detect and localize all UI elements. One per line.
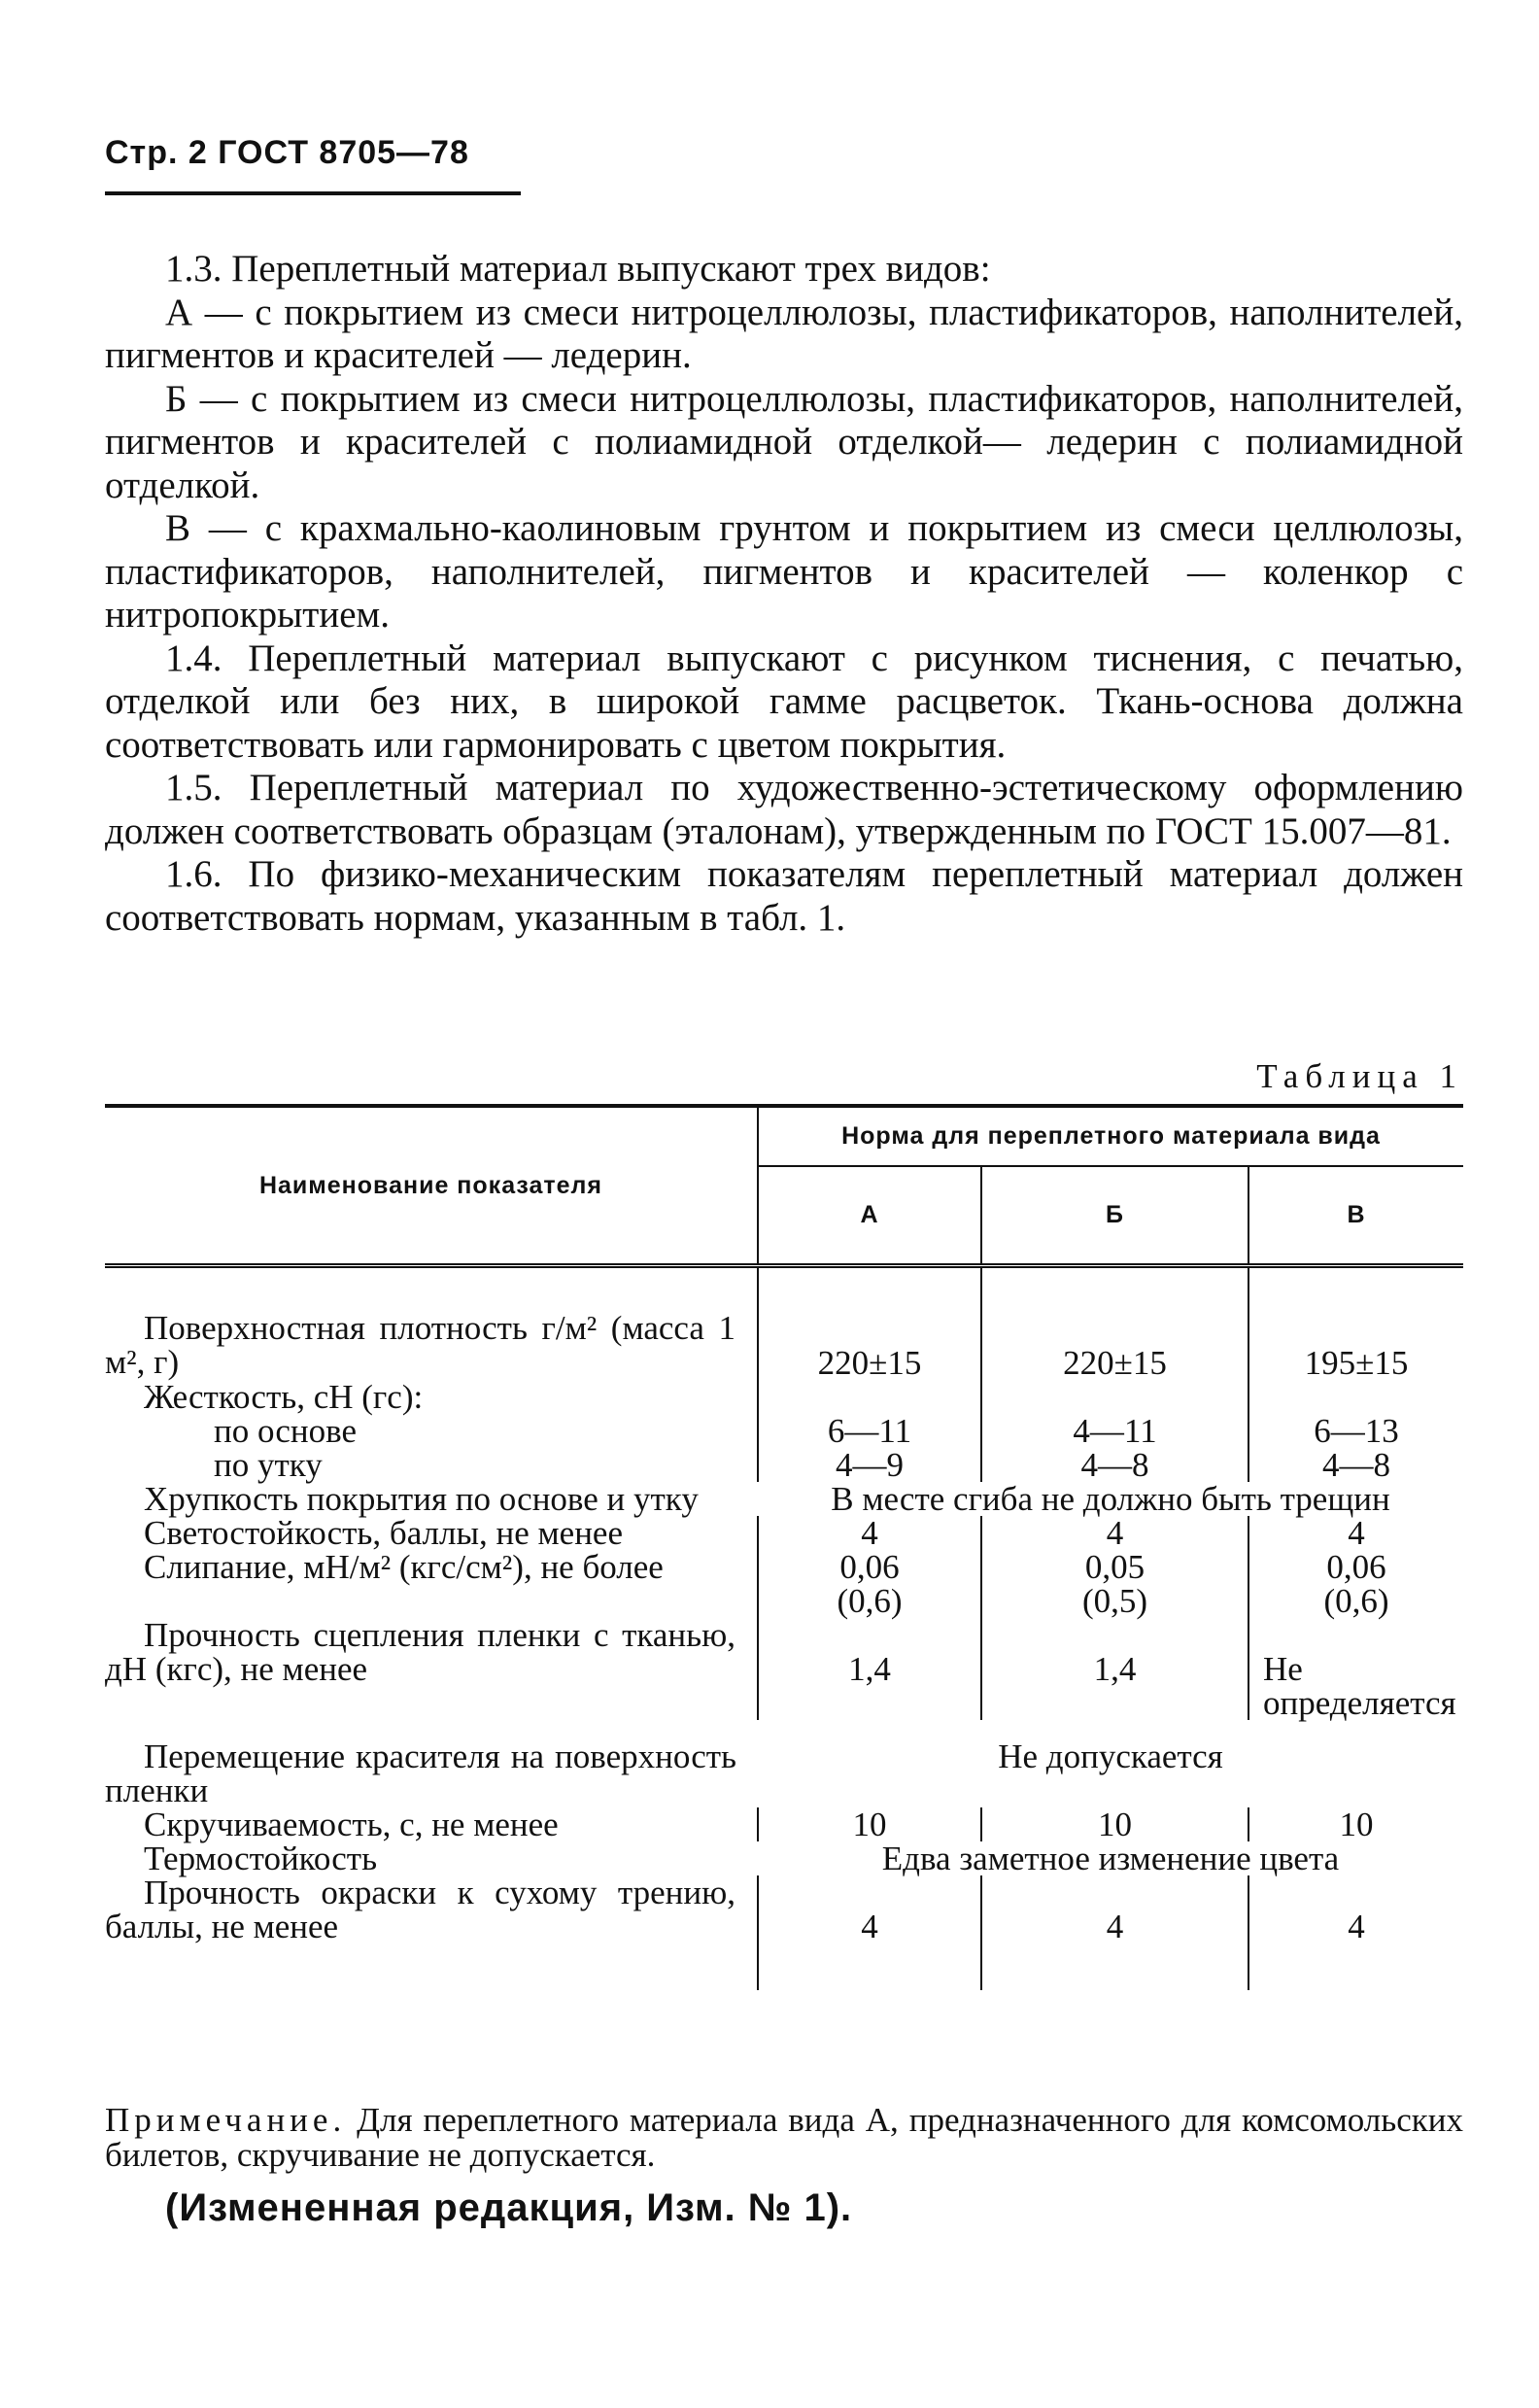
- header-indicator-name: Наименование показателя: [258, 1171, 603, 1199]
- table-head: [105, 1106, 1463, 1266]
- properties-table: [105, 1104, 1463, 1990]
- cell-a: 4: [758, 1875, 981, 1990]
- table-row: [105, 1618, 1463, 1720]
- table-note: [105, 2103, 1463, 2173]
- table-row: [105, 1266, 1463, 1381]
- cell-v: 4: [1248, 1516, 1463, 1550]
- table-row: [105, 1380, 1463, 1414]
- cell-b: 4—8: [981, 1448, 1248, 1482]
- header-col-a: А: [758, 1166, 981, 1266]
- cell-b: 4: [981, 1875, 1248, 1990]
- header-norm: Норма для переплетного материала вида: [758, 1106, 1463, 1166]
- row-name: Слипание, мН/м² (кгс/см²), не более: [144, 1548, 664, 1586]
- cell-v: [1248, 1380, 1463, 1414]
- cell-v: 0,06 (0,6): [1248, 1550, 1463, 1618]
- header-col-b: Б: [981, 1166, 1248, 1266]
- table-row: [105, 1414, 1463, 1448]
- row-name: Прочность окраски к сухому трению, баллы, не менее: [105, 1874, 735, 1945]
- cell-merged: В месте сгиба не должно быть трещин: [831, 1480, 1390, 1518]
- cell-v: 6—13: [1248, 1414, 1463, 1448]
- header-rule: [105, 191, 521, 195]
- cell-a: [758, 1380, 981, 1414]
- row-name: Жесткость, сН (гс):: [144, 1378, 424, 1416]
- cell-v: 4: [1248, 1875, 1463, 1990]
- cell-v: 195±15: [1248, 1266, 1463, 1381]
- cell-merged: Не допускается: [998, 1737, 1223, 1775]
- table-body: [105, 1266, 1463, 1991]
- row-name: Скручиваемость, с, не менее: [144, 1806, 559, 1843]
- row-name: Светостойкость, баллы, не менее: [144, 1514, 623, 1552]
- table-row: [105, 1448, 1463, 1482]
- row-name: Поверхностная плотность г/м² (масса 1 м², г): [105, 1309, 735, 1381]
- cell-a: 6—11: [758, 1414, 981, 1448]
- row-name: Хрупкость покрытия по основе и утку: [144, 1480, 699, 1518]
- cell-b: 10: [981, 1807, 1248, 1841]
- header-col-v: В: [1248, 1166, 1463, 1266]
- paragraph-1-4: 1.4. Переплетный материал выпускают с рисунком тиснения, с печатью, отделкой или без них, в широкой гамме расцветок. Ткань-основа должна соответствовать или гармонировать с цветом покрытия.: [105, 636, 1463, 766]
- cell-a: 10: [758, 1807, 981, 1841]
- note-text: Для переплетного материала вида А, предназначенного для комсомольских билетов, скручивание не допускается.: [105, 2101, 1464, 2174]
- cell-a: 4—9: [758, 1448, 981, 1482]
- cell-a: 220±15: [758, 1266, 981, 1381]
- cell-b: 4: [981, 1516, 1248, 1550]
- row-name: по основе: [214, 1412, 357, 1450]
- table-caption: Таблица 1: [1256, 1057, 1463, 1095]
- body-text: [105, 248, 1463, 940]
- amendment-notice: (Измененная редакция, Изм. № 1).: [165, 2186, 853, 2229]
- paragraph-1-5: 1.5. Переплетный материал по художественно-эстетическому оформлению должен соответствовать образцам (эталонам), утвержденным по ГОСТ 15.007—81.: [105, 767, 1463, 852]
- cell-a: 0,06 (0,6): [758, 1550, 981, 1618]
- note-label: Примечание.: [105, 2101, 347, 2139]
- paragraph-1-6: 1.6. По физико-механическим показателям переплетный материал должен соответствовать нормам, указанным в табл. 1.: [105, 853, 1463, 939]
- cell-merged: Едва заметное изменение цвета: [881, 1840, 1340, 1877]
- cell-b: 220±15: [981, 1266, 1248, 1381]
- table-row: [105, 1807, 1463, 1841]
- table-row: [105, 1875, 1463, 1990]
- paragraph-1-3: 1.3. Переплетный материал выпускают трех видов:: [165, 248, 991, 290]
- table-row: [105, 1841, 1463, 1875]
- cell-v: 4—8: [1248, 1448, 1463, 1482]
- cell-b: 1,4: [981, 1618, 1248, 1720]
- cell-b: [981, 1380, 1248, 1414]
- cell-v: 10: [1248, 1807, 1463, 1841]
- cell-a: 1,4: [758, 1618, 981, 1720]
- cell-v: Не определяется: [1248, 1618, 1463, 1720]
- paragraph-type-v: В — с крахмально-каолиновым грунтом и покрытием из смеси целлюлозы, пластификаторов, наполнителей, пигментов и красителей — коленкор с нитропокрытием.: [105, 507, 1463, 636]
- table-row: [105, 1720, 1463, 1807]
- row-name: Перемещение красителя на поверхность пленки: [105, 1737, 736, 1809]
- table-row: [105, 1482, 1463, 1516]
- paragraph-type-b: Б — с покрытием из смеси нитроцеллюлозы, пластификаторов, наполнителей, пигментов и красителей с полиамидной отделкой— ледерин с полиамидной отделкой.: [105, 377, 1463, 506]
- paragraph-type-a: А — с покрытием из смеси нитроцеллюлозы, пластификаторов, наполнителей, пигментов и красителей — ледерин.: [105, 291, 1463, 376]
- table-row: [105, 1550, 1463, 1618]
- cell-b: 4—11: [981, 1414, 1248, 1448]
- cell-a: 4: [758, 1516, 981, 1550]
- row-name: Прочность сцепления пленки с тканью, дН (кгс), не менее: [105, 1616, 735, 1688]
- cell-b: 0,05 (0,5): [981, 1550, 1248, 1618]
- page-header: Стр. 2 ГОСТ 8705—78: [105, 134, 469, 171]
- table-row: [105, 1516, 1463, 1550]
- row-name: Термостойкость: [144, 1840, 378, 1877]
- row-name: по утку: [214, 1446, 323, 1484]
